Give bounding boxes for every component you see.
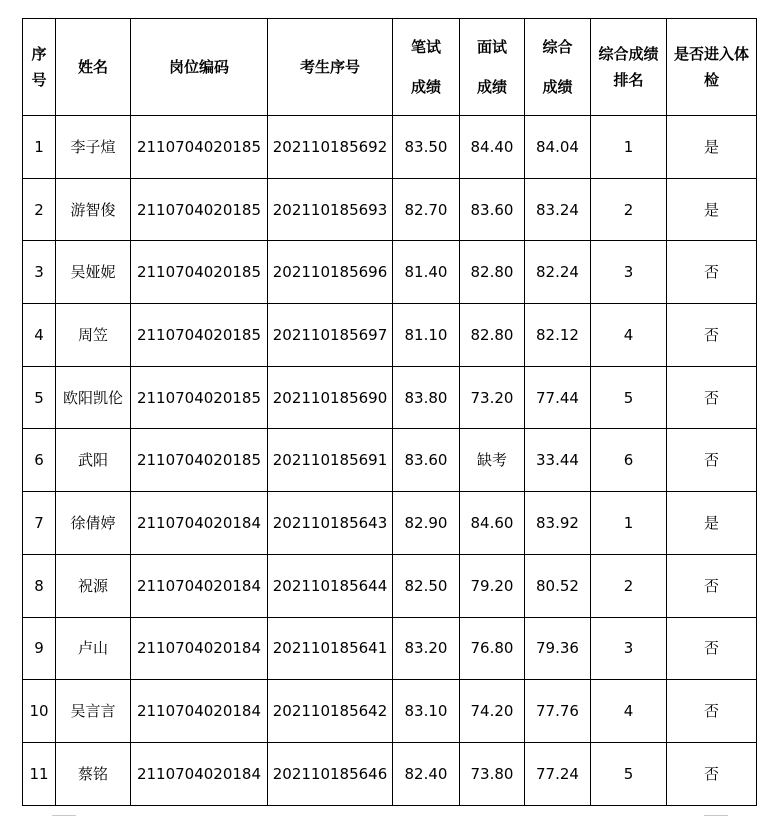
cell-interview: 83.60 <box>460 178 525 241</box>
table-row <box>23 492 757 555</box>
cell-physical: 否 <box>667 304 757 367</box>
cell-rank: 4 <box>591 304 667 367</box>
cell-seq: 6 <box>23 429 56 492</box>
cell-name: 游智俊 <box>56 178 131 241</box>
cell-post-code: 2110704020185 <box>131 304 268 367</box>
cell-rank: 5 <box>591 742 667 805</box>
cell-name: 李子煊 <box>56 116 131 179</box>
header-exam-no: 考生序号 <box>268 19 393 116</box>
cell-written: 83.20 <box>393 617 460 680</box>
cell-interview: 82.80 <box>460 241 525 304</box>
cell-total: 33.44 <box>525 429 591 492</box>
header-total-line2: 成绩 <box>542 78 573 96</box>
cell-interview: 84.40 <box>460 116 525 179</box>
cell-total: 79.36 <box>525 617 591 680</box>
cell-total: 83.24 <box>525 178 591 241</box>
cell-interview: 74.20 <box>460 680 525 743</box>
header-interview-line2: 成绩 <box>476 78 507 96</box>
cell-written: 81.40 <box>393 241 460 304</box>
table-row <box>23 742 757 805</box>
cell-interview: 76.80 <box>460 617 525 680</box>
cell-post-code: 2110704020184 <box>131 554 268 617</box>
table-row <box>23 304 757 367</box>
cell-seq: 4 <box>23 304 56 367</box>
cell-rank: 6 <box>591 429 667 492</box>
cell-written: 83.10 <box>393 680 460 743</box>
cell-total: 77.24 <box>525 742 591 805</box>
cell-total: 77.76 <box>525 680 591 743</box>
header-interview <box>460 19 525 116</box>
cell-exam-no: 202110185644 <box>268 554 393 617</box>
cell-rank: 4 <box>591 680 667 743</box>
cell-exam-no: 202110185693 <box>268 178 393 241</box>
cell-rank: 3 <box>591 617 667 680</box>
cell-written: 82.70 <box>393 178 460 241</box>
cell-physical: 否 <box>667 554 757 617</box>
header-written <box>393 19 460 116</box>
page-edge-mark-right <box>704 815 728 816</box>
table-row <box>23 617 757 680</box>
cell-post-code: 2110704020185 <box>131 241 268 304</box>
cell-seq: 9 <box>23 617 56 680</box>
cell-name: 吴娅妮 <box>56 241 131 304</box>
cell-interview: 73.80 <box>460 742 525 805</box>
cell-written: 81.10 <box>393 304 460 367</box>
cell-exam-no: 202110185646 <box>268 742 393 805</box>
header-physical-line1: 是否进入体 <box>673 45 749 63</box>
cell-seq: 7 <box>23 492 56 555</box>
cell-post-code: 2110704020184 <box>131 742 268 805</box>
cell-post-code: 2110704020185 <box>131 116 268 179</box>
cell-total: 82.24 <box>525 241 591 304</box>
cell-seq: 11 <box>23 742 56 805</box>
cell-rank: 1 <box>591 116 667 179</box>
header-written-line2: 成绩 <box>410 78 441 96</box>
header-physical <box>667 19 757 116</box>
cell-interview: 79.20 <box>460 554 525 617</box>
header-seq <box>23 19 56 116</box>
cell-total: 80.52 <box>525 554 591 617</box>
cell-post-code: 2110704020184 <box>131 492 268 555</box>
page-edge-marks <box>0 812 780 819</box>
cell-seq: 5 <box>23 366 56 429</box>
cell-name: 徐倩婷 <box>56 492 131 555</box>
cell-rank: 5 <box>591 366 667 429</box>
header-written-line1: 笔试 <box>410 38 441 56</box>
table-row <box>23 366 757 429</box>
cell-interview: 缺考 <box>460 429 525 492</box>
header-seq-line2: 号 <box>31 71 47 89</box>
cell-post-code: 2110704020185 <box>131 366 268 429</box>
header-total-line1: 综合 <box>542 38 573 56</box>
cell-seq: 1 <box>23 116 56 179</box>
table-row <box>23 241 757 304</box>
header-interview-line1: 面试 <box>476 38 507 56</box>
page-edge-mark-left <box>52 815 76 816</box>
cell-written: 83.50 <box>393 116 460 179</box>
cell-total: 84.04 <box>525 116 591 179</box>
cell-exam-no: 202110185641 <box>268 617 393 680</box>
cell-total: 83.92 <box>525 492 591 555</box>
header-row <box>23 19 757 116</box>
header-total <box>525 19 591 116</box>
cell-rank: 2 <box>591 554 667 617</box>
cell-exam-no: 202110185691 <box>268 429 393 492</box>
cell-interview: 73.20 <box>460 366 525 429</box>
cell-physical: 是 <box>667 178 757 241</box>
header-rank <box>591 19 667 116</box>
cell-seq: 3 <box>23 241 56 304</box>
cell-name: 周笠 <box>56 304 131 367</box>
cell-name: 祝源 <box>56 554 131 617</box>
table-row <box>23 554 757 617</box>
header-seq-line1: 序 <box>31 45 47 63</box>
cell-written: 82.90 <box>393 492 460 555</box>
table-row <box>23 178 757 241</box>
header-post-code: 岗位编码 <box>131 19 268 116</box>
cell-exam-no: 202110185642 <box>268 680 393 743</box>
cell-rank: 3 <box>591 241 667 304</box>
cell-exam-no: 202110185696 <box>268 241 393 304</box>
cell-written: 83.60 <box>393 429 460 492</box>
cell-total: 82.12 <box>525 304 591 367</box>
cell-exam-no: 202110185692 <box>268 116 393 179</box>
cell-exam-no: 202110185643 <box>268 492 393 555</box>
cell-physical: 否 <box>667 742 757 805</box>
cell-post-code: 2110704020184 <box>131 617 268 680</box>
cell-seq: 2 <box>23 178 56 241</box>
header-rank-line1: 综合成绩 <box>598 45 659 63</box>
table-row <box>23 116 757 179</box>
header-name: 姓名 <box>56 19 131 116</box>
cell-physical: 是 <box>667 492 757 555</box>
cell-name: 卢山 <box>56 617 131 680</box>
cell-post-code: 2110704020184 <box>131 680 268 743</box>
cell-physical: 否 <box>667 241 757 304</box>
cell-seq: 10 <box>23 680 56 743</box>
cell-exam-no: 202110185697 <box>268 304 393 367</box>
cell-total: 77.44 <box>525 366 591 429</box>
cell-physical: 否 <box>667 680 757 743</box>
cell-interview: 82.80 <box>460 304 525 367</box>
table-row <box>23 680 757 743</box>
cell-name: 欧阳凯伦 <box>56 366 131 429</box>
header-rank-line2: 排名 <box>613 71 644 89</box>
cell-post-code: 2110704020185 <box>131 178 268 241</box>
cell-physical: 否 <box>667 429 757 492</box>
cell-physical: 否 <box>667 366 757 429</box>
table-row <box>23 429 757 492</box>
cell-post-code: 2110704020185 <box>131 429 268 492</box>
cell-name: 蔡铭 <box>56 742 131 805</box>
cell-written: 83.80 <box>393 366 460 429</box>
cell-physical: 否 <box>667 617 757 680</box>
cell-written: 82.40 <box>393 742 460 805</box>
cell-physical: 是 <box>667 116 757 179</box>
cell-exam-no: 202110185690 <box>268 366 393 429</box>
header-physical-line2: 检 <box>703 71 719 89</box>
cell-seq: 8 <box>23 554 56 617</box>
cell-name: 武阳 <box>56 429 131 492</box>
cell-rank: 1 <box>591 492 667 555</box>
results-table <box>22 18 757 806</box>
cell-name: 吴言言 <box>56 680 131 743</box>
cell-written: 82.50 <box>393 554 460 617</box>
cell-interview: 84.60 <box>460 492 525 555</box>
cell-rank: 2 <box>591 178 667 241</box>
